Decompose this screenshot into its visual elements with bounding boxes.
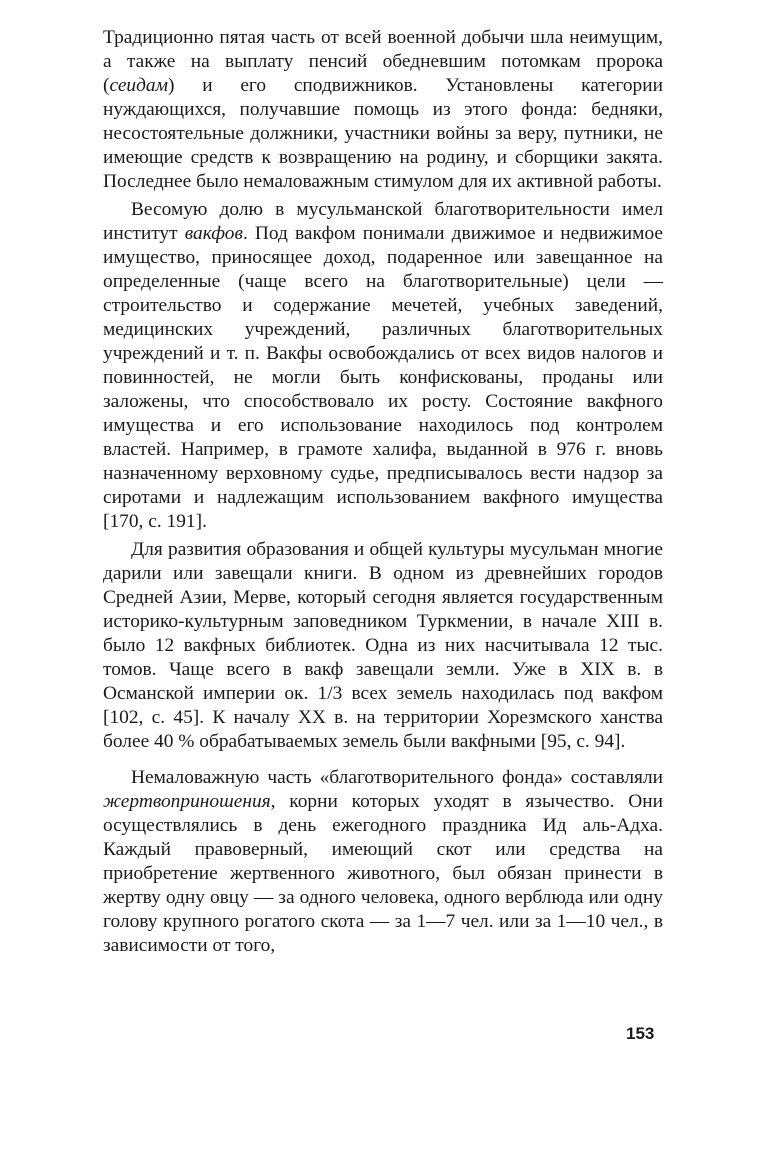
paragraph-4: [103, 766, 663, 958]
paragraph-3: [103, 538, 663, 754]
italic-term: сеидам: [109, 75, 169, 96]
text-segment: Немаловажную часть «благотворительного фонда» составляли: [131, 767, 663, 788]
text-segment: Весомую долю в мусульманской благотворительности имел институт: [103, 199, 663, 244]
text-segment: Для развития образования и общей культуры мусульман многие дарили или завещали книги. В одном из древнейших городов Средней Азии, Мерве, который сегодня является государственным историко-культурным заповедником Туркмении, в начале XIII в. было 12 вакфных библиотек. Одна из них насчитывала 12 тыс. томов. Чаще всего в вакф завещали земли. Уже в XIX в. в Османской империи ок. 1/3 всех земель находилась под вакфом [102, с. 45]. К началу XX в. на территории Хорезмского ханства более 40 % обрабатываемых земель были вакфными [95, с. 94].: [103, 539, 663, 752]
page-number: 153: [626, 1024, 655, 1043]
text-segment: . Под вакфом понимали движимое и недвижимое имущество, приносящее доход, подаренное или завещанное на определенные (чаще всего на благотворительные) цели — строительство и содержание мечетей, учебных заведений, медицинских учреждений, различных благотворительных учреждений и т. п. Вакфы освобождались от всех видов налогов и повинностей, не могли быть конфискованы, проданы или заложены, что способствовало их росту. Состояние вакфного имущества и его использование находилось под контролем властей. Например, в грамоте халифа, выданной в 976 г. вновь назначенному верховному судье, предписывалось вести надзор за сиротами и надлежащим использованием вакфного имущества [170, с. 191].: [103, 223, 663, 532]
paragraph-2: [103, 198, 663, 534]
page-body: [103, 26, 663, 958]
italic-term: жертвоприношения: [103, 791, 271, 812]
italic-term: вакфов: [184, 223, 243, 244]
paragraph-1: [103, 26, 663, 194]
text-segment: ) и его сподвижников. Установлены категории нуждающихся, получавшие помощь из этого фонда: бедняки, несостоятельные должники, участники войны за веру, путники, не имеющие средств к возвращению на родину, и сборщики закята. Последнее было немаловажным стимулом для их активной работы.: [103, 75, 663, 192]
text-segment: , корни которых уходят в язычество. Они осуществлялись в день ежегодного праздника Ид аль-Адха. Каждый правоверный, имеющий скот или средства на приобретение жертвенного животного, был обязан принести в жертву одну овцу — за одного человека, одного верблюда или одну голову крупного рогатого скота — за 1—7 чел. или за 1—10 чел., в зависимости от того,: [103, 791, 663, 956]
text-segment: Традиционно пятая часть от всей военной добычи шла неимущим, а также на выплату пенсий обедневшим потомкам пророка (: [103, 27, 663, 96]
